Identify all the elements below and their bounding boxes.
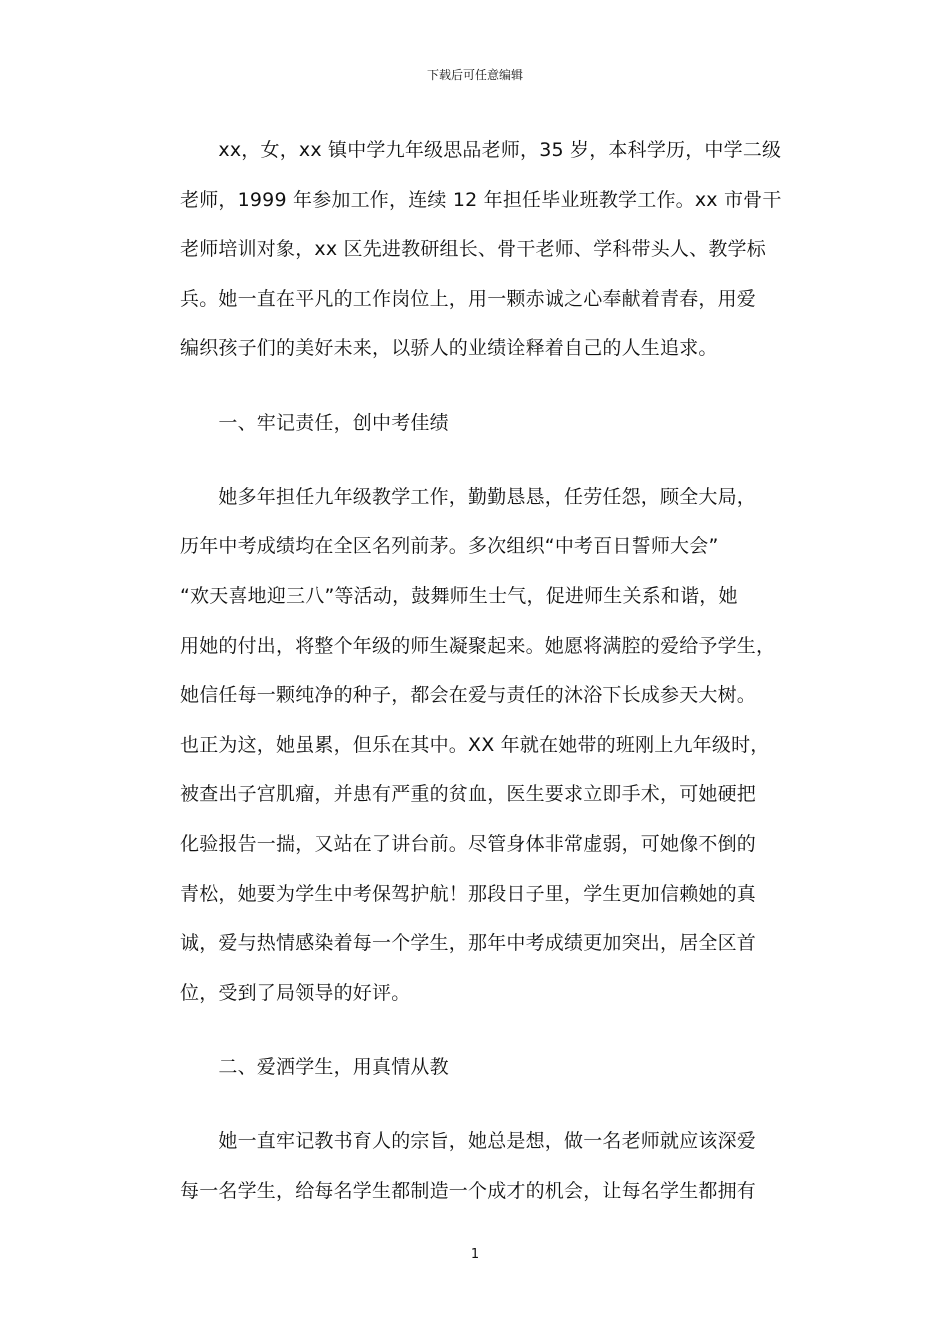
text-line: 她信任每一颗纯净的种子，都会在爱与责任的沐浴下长成参天大树。	[180, 684, 757, 707]
paragraph-section-1	[180, 473, 776, 1019]
text-line: 青松，她要为学生中考保驾护航！那段日子里，学生更加信赖她的真	[180, 882, 757, 905]
section-heading-1: 一、牢记责任，创中考佳绩	[180, 411, 449, 434]
text-line: 化验报告一揣，又站在了讲台前。尽管身体非常虚弱，可她像不倒的	[180, 832, 757, 855]
page-number: 1	[470, 1247, 480, 1262]
text-line: 位，受到了局领导的好评。	[180, 981, 411, 1004]
paragraph-spacer	[180, 1018, 770, 1043]
document-body	[180, 126, 782, 1216]
text-line: 她一直牢记教书育人的宗旨，她总是想，做一名老师就应该深爱	[180, 1130, 757, 1153]
text-line: 诚，爱与热情感染着每一个学生，那年中考成绩更加突出，居全区首	[180, 932, 757, 955]
text-line: 用她的付出，将整个年级的师生凝聚起来。她愿将满腔的爱给予学生，	[180, 634, 776, 657]
text-line: 被查出子宫肌瘤，并患有严重的贫血，医生要求立即手术，可她硬把	[180, 783, 757, 806]
text-line: 历年中考成绩均在全区名列前茅。多次组织“中考百日誓师大会”	[180, 535, 719, 558]
text-line: “欢天喜地迎三八”等活动，鼓舞师生士气，促进师生关系和谐，她	[180, 584, 738, 607]
paragraph-spacer	[180, 374, 770, 399]
paragraph-spacer	[180, 448, 770, 473]
paragraph-section-2	[180, 1117, 770, 1216]
text-line: 她多年担任九年级教学工作，勤勤恳恳，任劳任怨，顾全大局，	[180, 485, 757, 508]
paragraph-intro	[180, 126, 782, 374]
text-line: 兵。她一直在平凡的工作岗位上，用一颗赤诚之心奉献着青春，用爱	[180, 287, 757, 310]
paragraph-spacer	[180, 1092, 770, 1117]
text-line: 老师培训对象，xx 区先进教研组长、骨干老师、学科带头人、教学标	[180, 238, 766, 261]
text-line: 老师，1999 年参加工作，连续 12 年担任毕业班教学工作。xx 市骨干	[180, 188, 782, 211]
text-line: 编织孩子们的美好未来，以骄人的业绩诠释着自己的人生追求。	[180, 337, 718, 360]
page-header: 下载后可任意编辑	[426, 68, 523, 82]
section-heading-2: 二、爱洒学生，用真情从教	[180, 1055, 449, 1078]
text-line: 每一名学生，给每名学生都制造一个成才的机会，让每名学生都拥有	[180, 1179, 757, 1202]
text-line: 也正为这，她虽累，但乐在其中。XX 年就在她带的班刚上九年级时，	[180, 733, 770, 756]
text-line: xx，女，xx 镇中学九年级思品老师，35 岁，本科学历，中学二级	[180, 139, 782, 161]
